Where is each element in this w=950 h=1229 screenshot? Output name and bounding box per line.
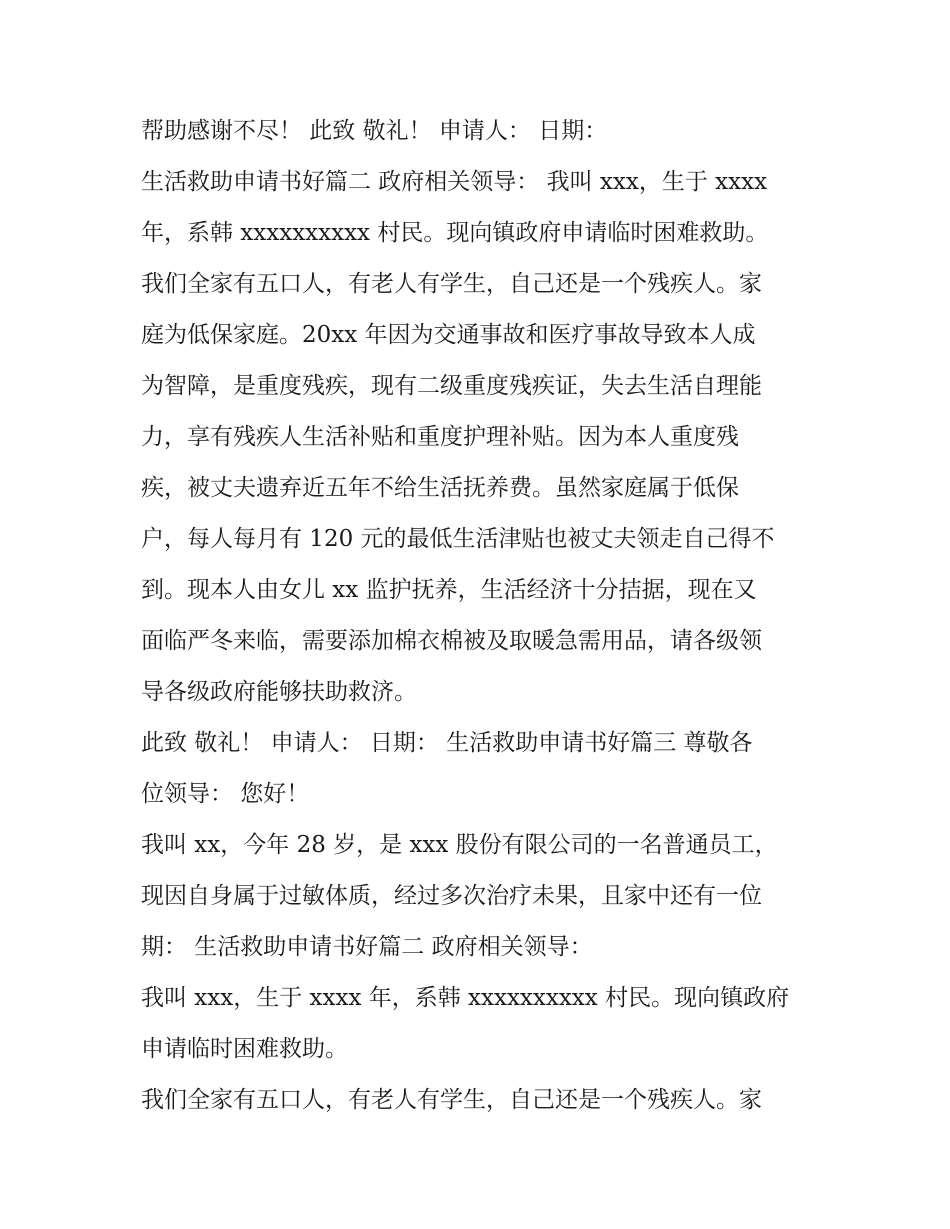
text-line: 我叫 xxx，生于 xxxx 年，系韩 xxxxxxxxxx 村民。现向镇政府	[141, 985, 790, 1011]
text-line: 申请临时困难救助。	[141, 1036, 348, 1062]
text-line: 面临严冬来临，需要添加棉衣棉被及取暖急需用品，请各级领	[141, 628, 762, 654]
text-line: 我叫 xx，今年 28 岁，是 xxx 股份有限公司的一名普通员工，	[141, 832, 778, 858]
text-line: 力，享有残疾人生活补贴和重度护理补贴。因为本人重度残	[141, 424, 739, 450]
text-line: 生活救助申请书好篇二 政府相关领导： 我叫 xxx，生于 xxxx	[141, 169, 768, 195]
text-line: 导各级政府能够扶助救济。	[141, 679, 417, 705]
document-body	[141, 106, 821, 1126]
text-line: 现因自身属于过敏体质，经过多次治疗未果，且家中还有一位	[141, 883, 762, 909]
text-line: 此致 敬礼！ 申请人： 日期： 生活救助申请书好篇三 尊敬各	[141, 730, 753, 756]
text-line: 期： 生活救助申请书好篇二 政府相关领导：	[141, 934, 593, 960]
text-line: 位领导： 您好！	[141, 781, 310, 807]
text-line: 我们全家有五口人，有老人有学生，自己还是一个残疾人。家	[141, 271, 762, 297]
text-line: 年，系韩 xxxxxxxxxx 村民。现向镇政府申请临时困难救助。	[141, 220, 769, 246]
text-line: 户，每人每月有 120 元的最低生活津贴也被丈夫领走自己得不	[141, 526, 775, 552]
text-line: 庭为低保家庭。20xx 年因为交通事故和医疗事故导致本人成	[141, 322, 756, 348]
text-line: 我们全家有五口人，有老人有学生，自己还是一个残疾人。家	[141, 1087, 762, 1113]
text-line: 帮助感谢不尽！ 此致 敬礼！ 申请人： 日期：	[141, 118, 608, 144]
text-line: 为智障，是重度残疾，现有二级重度残疾证，失去生活自理能	[141, 373, 762, 399]
text-line: 疾，被丈夫遗弃近五年不给生活抚养费。虽然家庭属于低保	[141, 475, 739, 501]
text-line: 到。现本人由女儿 xx 监护抚养，生活经济十分拮据，现在又	[141, 577, 757, 603]
